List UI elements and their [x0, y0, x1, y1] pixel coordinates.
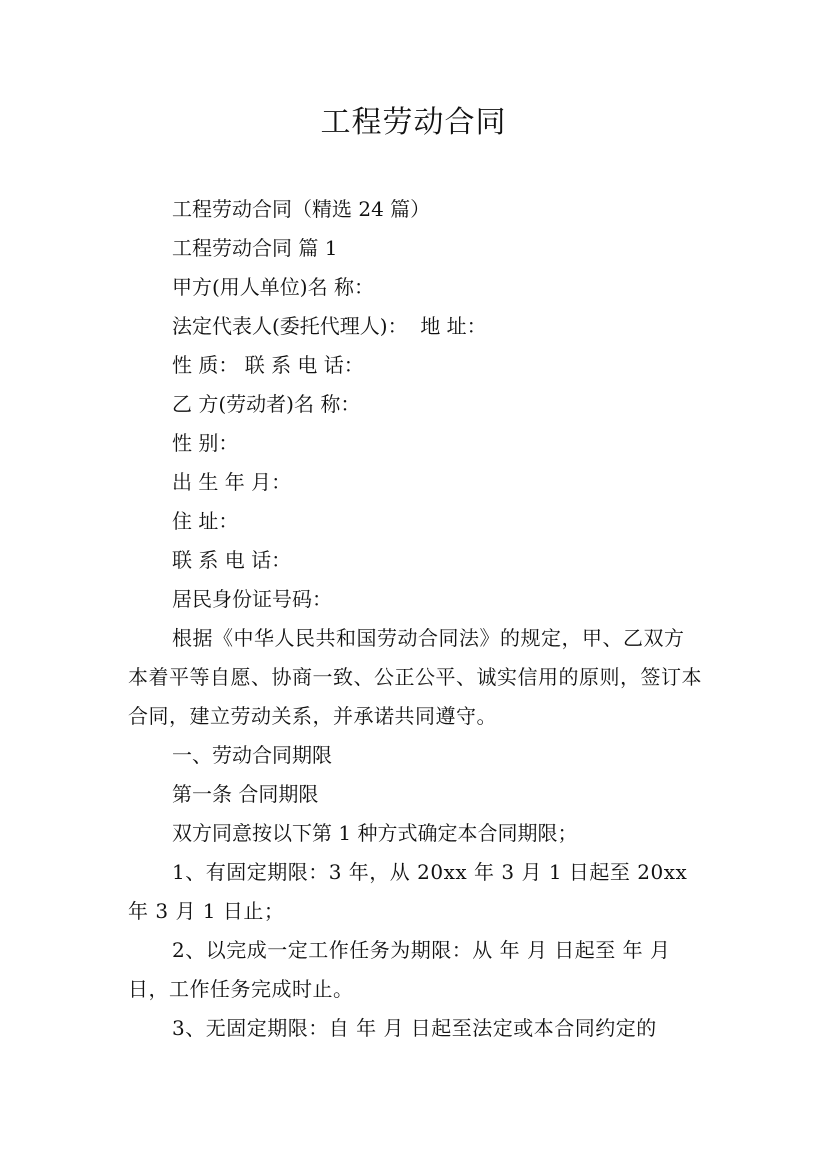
paragraph-term-method: 双方同意按以下第 1 种方式确定本合同期限； — [172, 821, 578, 845]
field-party-a-name: 甲方(用人单位)名 称： — [172, 275, 374, 299]
paragraph-open-term: 3、无固定期限：自 年 月 日起至法定或本合同约定的 — [172, 1016, 657, 1040]
paragraph-section-heading: 工程劳动合同 篇 1 — [172, 236, 338, 260]
field-nature-phone: 性 质： 联 系 电 话： — [172, 353, 364, 377]
paragraph-preamble: 根据《中华人民共和国劳动合同法》的规定，甲、乙双方本着平等自愿、协商一致、公正公平、诚实信用的原则，签订本合同，建立劳动关系，并承诺共同遵守。 — [128, 626, 702, 728]
paragraph-task-term: 2、以完成一定工作任务为期限：从 年 月 日起至 年 月 日，工作任务完成时止。 — [128, 938, 678, 1001]
field-party-b-name: 乙 方(劳动者)名 称： — [172, 392, 361, 416]
heading-contract-term: 一、劳动合同期限 — [172, 743, 332, 767]
document-title: 工程劳动合同 — [320, 105, 507, 140]
document-body — [128, 190, 704, 1048]
field-id-number: 居民身份证号码： — [172, 587, 332, 611]
article-one-heading: 第一条 合同期限 — [172, 782, 319, 806]
field-gender: 性 别： — [172, 431, 239, 455]
field-address: 住 址： — [172, 509, 239, 533]
field-birth-date: 出 生 年 月： — [172, 470, 292, 494]
paragraph-subtitle: 工程劳动合同（精选 24 篇） — [172, 197, 431, 221]
paragraph-fixed-term: 1、有固定期限：3 年，从 20xx 年 3 月 1 日起至 20xx 年 3 月 1 日止； — [128, 860, 695, 923]
field-phone: 联 系 电 话： — [172, 548, 292, 572]
field-legal-representative-address: 法定代表人(委托代理人)： 地 址： — [172, 314, 487, 338]
